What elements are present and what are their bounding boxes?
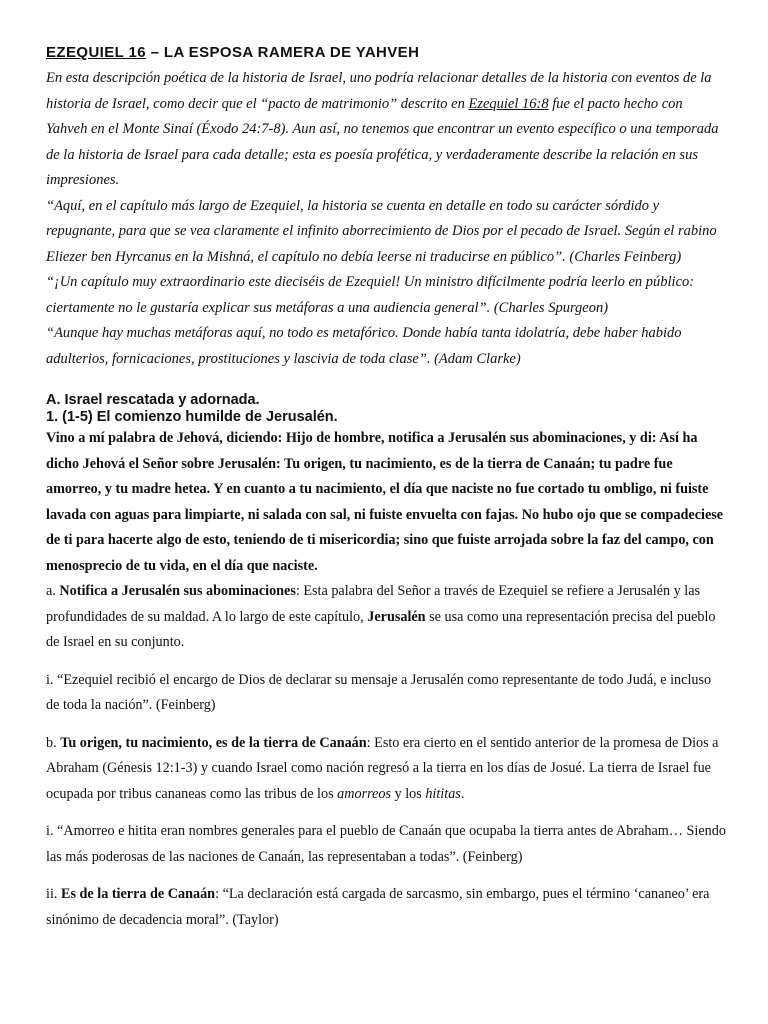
title-text: – LA ESPOSA RAMERA DE YAHVEH	[146, 44, 420, 61]
intro-section	[46, 66, 726, 372]
quote-feinberg: “Aquí, en el capítulo más largo de Ezequiel, la historia se cuenta en detalle en todo su carácter sórdido y repugnante, para que se vea claramente el infinito aborrecimiento de Dios por el pecado de Israel. Según el rabino Eliezer ben Hyrcanus en la Mishná, el capítulo no debía leerse ni traducirse en público”. (Charles Feinberg)	[46, 197, 717, 265]
point-marker: a.	[46, 583, 60, 599]
point-b-text-3: .	[460, 785, 465, 802]
point-b-ii-text: : “La declaración está cargada de sarcasmo, sin embargo, pues el término ‘cananeo’ era sinónimo de decadencia moral”. (Taylor)	[46, 886, 710, 928]
commentary-point-b	[46, 731, 726, 808]
point-b-text-1: : Esto era cierto en el sentido anterior de la promesa de Dios a Abraham (Génesis 12:1-3) y cuando Israel como nación regresó a la tierra en los días de Josué. La tierra de Israel fue ocupada por tribus cananeas como las tribus de los	[46, 734, 719, 802]
point-marker: ii.	[46, 886, 61, 902]
intro-text-2: fue el pacto hecho con Yahveh en el Monte Sinaí (Éxodo 24:7-8). Aun así, no tenemos que encontrar un evento específico o una temporada de la historia de Israel para cada detalle; esta es poesía profética, y verdaderamente describe la relación en sus impresiones.	[46, 95, 719, 188]
commentary-point-a-i: i. “Ezequiel recibió el encargo de Dios de declarar su mensaje a Jerusalén como representante de todo Judá, e incluso de toda la nación”. (Feinberg)	[46, 671, 712, 713]
point-a-keyword: Jerusalén	[367, 608, 426, 625]
point-b-text-2: y los	[391, 785, 426, 802]
document-page	[46, 44, 726, 933]
quote-clarke: “Aunque hay muchas metáforas aquí, no todo es metafórico. Donde había tanta idolatría, debe haber habido adulterios, fornicaciones, prostituciones y lascivia de toda clase”. (Adam Clarke)	[46, 325, 682, 367]
document-title	[46, 44, 726, 62]
point-a-text-2: se usa como una representación precisa del pueblo de Israel en su conjunto.	[46, 608, 716, 650]
point-marker: b.	[46, 734, 61, 751]
section-heading-a: A. Israel rescatada y adornada.	[46, 392, 260, 408]
quote-spurgeon: “¡Un capítulo muy extraordinario este dieciséis de Ezequiel! Un ministro difícilmente podría leerlo en público: ciertamente no le gustaría explicar sus metáforas a una audiencia general”. (Charles Spurgeon)	[46, 274, 695, 316]
scripture-link[interactable]: Ezequiel 16:8	[468, 95, 549, 112]
point-a-keyphrase: Notifica a Jerusalén sus abominaciones	[59, 583, 296, 599]
point-b-ii-keyphrase: Es de la tierra de Canaán	[60, 886, 216, 902]
commentary-point-b-ii	[46, 882, 726, 933]
intro-paragraph	[46, 66, 726, 194]
point-b-term-amorreos: amorreos	[337, 785, 392, 802]
commentary-point-a	[46, 579, 726, 656]
section-heading-1: 1. (1-5) El comienzo humilde de Jerusalén.	[46, 409, 338, 425]
point-a-text-1: : Esta palabra del Señor a través de Ezequiel se refiere a Jerusalén y las profundidades de su maldad. A lo largo de este capítulo,	[46, 583, 701, 625]
scripture-passage: Vino a mí palabra de Jehová, diciendo: Hijo de hombre, notifica a Jerusalén sus abominaciones, y di: Así ha dicho Jehová el Señor sobre Jerusalén: Tu origen, tu nacimiento, es de la tierra de Canaán; tu padre fue amorreo, y tu madre hetea. Y en cuanto a tu nacimiento, el día que naciste no fue cortado tu ombligo, ni fuiste lavada con aguas para limpiarte, ni salada con sal, ni fuiste envuelta con fajas. No hubo ojo que se compadeciese de ti para hacerte algo de esto, teniendo de ti misericordia; sino que fuiste arrojada sobre la faz del campo, con menosprecio de tu vida, en el día que naciste.	[46, 430, 724, 574]
commentary-point-b-i: i. “Amorreo e hitita eran nombres generales para el pueblo de Canaán que ocupaba la tierra antes de Abraham… Siendo las más poderosas de las naciones de Canaán, las representaban a todas”. (Feinberg)	[46, 823, 726, 865]
point-b-keyphrase: Tu origen, tu nacimiento, es de la tierra de Canaán	[60, 734, 367, 751]
point-b-term-hititas: hititas	[425, 785, 461, 802]
title-reference: EZEQUIEL 16	[46, 44, 146, 61]
intro-text-1: En esta descripción poética de la historia de Israel, uno podría relacionar detalles de la historia con eventos de la historia de Israel, como decir que el “pacto de matrimonio” descrito en	[46, 70, 712, 112]
